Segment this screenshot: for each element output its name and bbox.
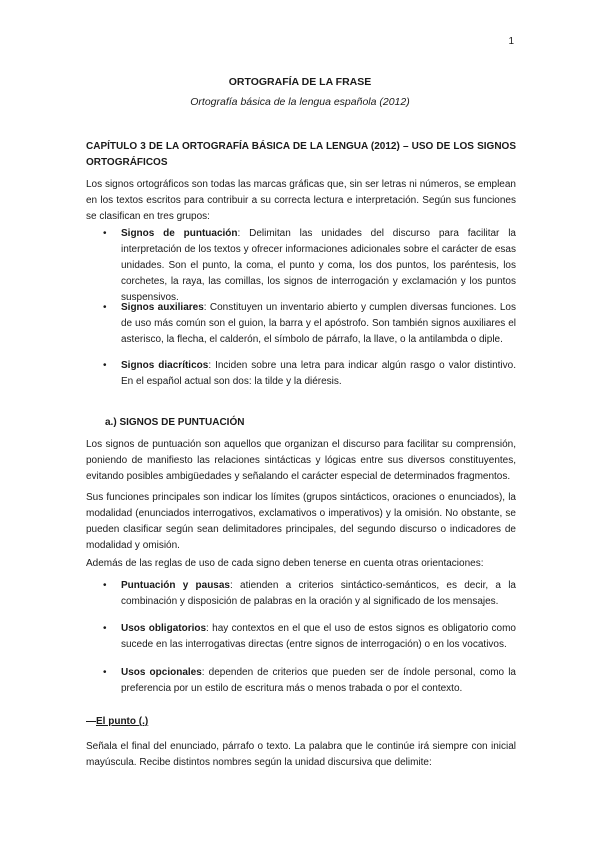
paragraph-el-punto: Señala el final del enunciado, párrafo o texto. La palabra que le continúe irá siempre con inicial mayúscula. Recibe distintos nombres según la unidad discursiva que delimite: [86, 741, 516, 768]
list-item-term: Signos de puntuación [121, 228, 238, 239]
list-item-usos-obligatorios [121, 621, 516, 653]
list-item-term: Puntuación y pausas [121, 580, 230, 591]
list-item-text: : Inciden sobre una letra para indicar algún rasgo o valor distintivo. En el español actual son dos: la tilde y la diéresis. [121, 360, 516, 387]
dash-mark: — [86, 716, 96, 727]
list-item-text: : Delimitan las unidades del discurso para facilitar la interpretación de los textos y ofrecer informaciones adicionales sobre el carácter de esas unidades. Son el punto, la coma, el punto y coma, los dos puntos, los paréntesis, los corchetes, la raya, las comillas, los signos de interrogación y exclamación y los puntos suspensivos. [121, 228, 516, 303]
list-item-term: Signos diacríticos [121, 360, 209, 371]
section-heading-el-punto [86, 716, 148, 727]
list-item-puntuacion-pausas [121, 578, 516, 610]
list-item-text: : hay contextos en el que el uso de estos signos es obligatorio como sucede en las interrogativas directas (entre signos de interrogación) o en los vocativos. [121, 623, 516, 650]
page-number: 1 [508, 36, 514, 47]
bullet-icon: • [103, 580, 107, 591]
list-item-term: Usos obligatorios [121, 623, 207, 634]
paragraph-functions: Sus funciones principales son indicar los límites (grupos sintácticos, oraciones o enunciados), la modalidad (enunciados interrogativos, exclamativos o imperativos) y la omisión. No obstante, se pueden clasificar según sean delimitadores principales, del segundo discurso o indicadores de modalidad y omisión. [86, 492, 516, 551]
list-item-term: Usos opcionales [121, 667, 202, 678]
bullet-icon: • [103, 302, 107, 313]
list-item-text: : dependen de criterios que pueden ser de índole personal, como la preferencia por un estilo de escritura más o menos trabada o por el contexto. [121, 667, 516, 694]
bullet-icon: • [103, 623, 107, 634]
el-punto-label: El punto (.) [96, 716, 149, 727]
list-item-text: : Constituyen un inventario abierto y cumplen diversas funciones. Los de uso más común son el guion, la barra y el apóstrofo. Son también signos auxiliares el asterisco, la flecha, el calderón, el símbolo de párrafo, la llave, o la antilambda o diple. [121, 302, 516, 345]
bullet-icon: • [103, 667, 107, 678]
list-item-signos-diacriticos [121, 358, 516, 390]
section-heading-signos-puntuacion: a.) SIGNOS DE PUNTUACIÓN [105, 417, 245, 428]
paragraph-orientations-intro: Además de las reglas de uso de cada signo deben tenerse en cuenta otras orientaciones: [86, 558, 484, 569]
list-item-signos-puntuacion [121, 226, 516, 306]
bullet-icon: • [103, 360, 107, 371]
bullet-icon: • [103, 228, 107, 239]
list-item-usos-opcionales [121, 665, 516, 697]
list-item-signos-auxiliares [121, 300, 516, 348]
intro-paragraph: Los signos ortográficos son todas las marcas gráficas que, sin ser letras ni números, se emplean en los textos escritos para contribuir a su correcta lectura e interpretación. Según sus funciones se clasifican en tres grupos: [86, 179, 516, 222]
list-item-term: Signos auxiliares [121, 302, 204, 313]
list-item-text: : atienden a criterios sintáctico-semánticos, es decir, a la combinación y disposición de palabras en la oración y al significado de los mensajes. [121, 580, 516, 607]
document-subtitle: Ortografía básica de la lengua española (2012) [190, 96, 410, 108]
chapter-heading: CAPÍTULO 3 DE LA ORTOGRAFÍA BÁSICA DE LA LENGUA (2012) – USO DE LOS SIGNOS ORTOGRÁFICOS [86, 141, 516, 168]
paragraph-definition: Los signos de puntuación son aquellos que organizan el discurso para facilitar su comprensión, poniendo de manifiesto las relaciones sintácticas y lógicas entre sus diversos constituyentes, evitando posibles ambigüedades y señalando el carácter especial de determinados fragmentos. [86, 439, 516, 482]
document-title: ORTOGRAFÍA DE LA FRASE [228, 76, 372, 88]
